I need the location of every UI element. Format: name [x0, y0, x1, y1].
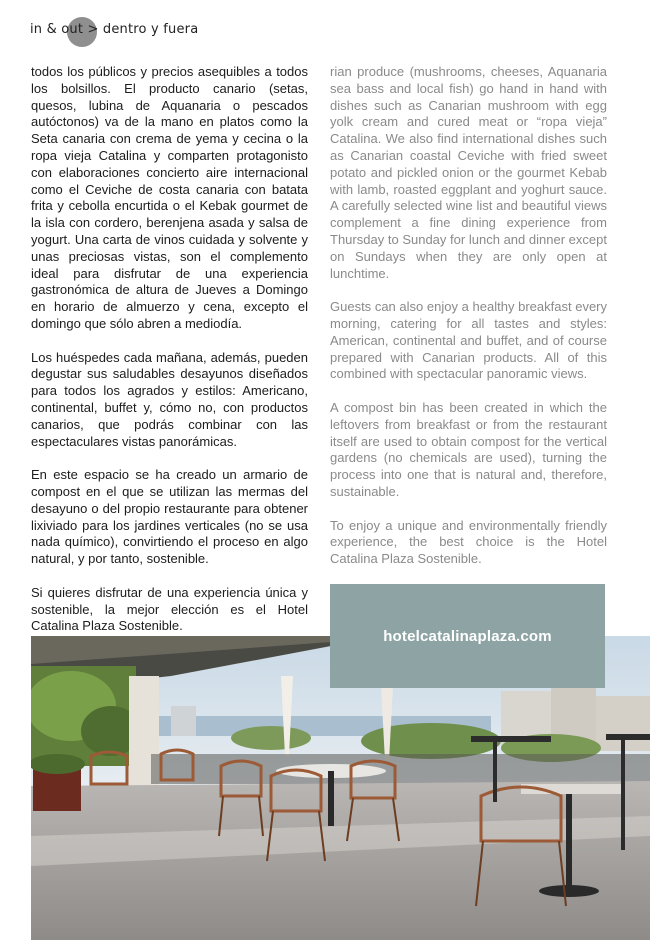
english-paragraph: To enjoy a unique and environmentally friendly experience, the best choice is the Hotel Catalina Plaza Sostenible.: [330, 517, 607, 567]
section-title: in & out > dentro y fuera: [30, 22, 199, 37]
spanish-paragraph: todos los públicos y precios asequibles a todos los bolsillos. El producto canario (setas, quesos, lubina de Aquanaria o pescados autóctonos) va de la mano en platos como la Seta canaria con crema de yema y cecina o la ropa vieja Catalina y comparten protagonisto con elaboraciones concierto aire internacional como el Ceviche de costa canaria con batata frita y cebolla encurtida o el Kebak gourmet de la isla con cordero, berenjena asada y salsa de yogurt. Una carta de vinos cuidada y solvente y unas preciosas vistas, son el complemento ideal para disfrutar de una experiencia gastronómica de altura de Jueves a Domingo en horario de almuerzo y cena, excepto el domingo que sólo abren a mediodía.: [31, 64, 308, 331]
section-header: [30, 22, 198, 46]
spanish-paragraph: En este espacio se ha creado un armario de compost en el que se utilizan las mermas del desayuno o del propio restaurante para obtener lixiviado para los jardines verticales (no se usa nada químico), convirtiendo el proceso en algo natural, y por tanto, sostenible.: [31, 467, 308, 567]
spanish-column: [31, 64, 308, 652]
spanish-paragraph: Los huéspedes cada mañana, además, pueden degustar sus saludables desayunos diseñados para todos los agrados y estilos: Americano, continental, buffet y, cómo no, con productos canarios, que podrás combinar con las espectaculares vistas panorámicas.: [31, 349, 308, 449]
english-paragraph: Guests can also enjoy a healthy breakfast every morning, catering for all tastes and styles: American, continental and buffet, and of course prepared with Canarian products. All of this combined with spectacular panoramic views.: [330, 299, 607, 382]
english-paragraph: A compost bin has been created in which the leftovers from breakfast or from the restaurant itself are used to obtain compost for the vertical gardens (no chemicals are used), turning the process into one that is natural and, therefore, sustainable.: [330, 399, 607, 499]
english-column: [330, 64, 607, 585]
spanish-paragraph: Si quieres disfrutar de una experiencia única y sostenible, la mejor elección es el Hotel Catalina Plaza Sostenible.: [31, 584, 308, 634]
website-banner: [330, 584, 605, 688]
english-paragraph: rian produce (mushrooms, cheeses, Aquanaria sea bass and local fish) go hand in hand with dishes such as Canarian mushroom with egg yolk cream and cured meat or “ropa vieja” Catalina. We also find international dishes such as Canarian coastal Ceviche with fried sweet potato and pickled onion or the gourmet Kebab with lamb, roasted eggplant and yoghurt sauce. A carefully selected wine list and beautiful views complement a fine dining experience from Thursday to Sunday for lunch and dinner except on Sundays when they are only open at lunchtime.: [330, 64, 607, 281]
website-url[interactable]: hotelcatalinaplaza.com: [383, 627, 552, 645]
